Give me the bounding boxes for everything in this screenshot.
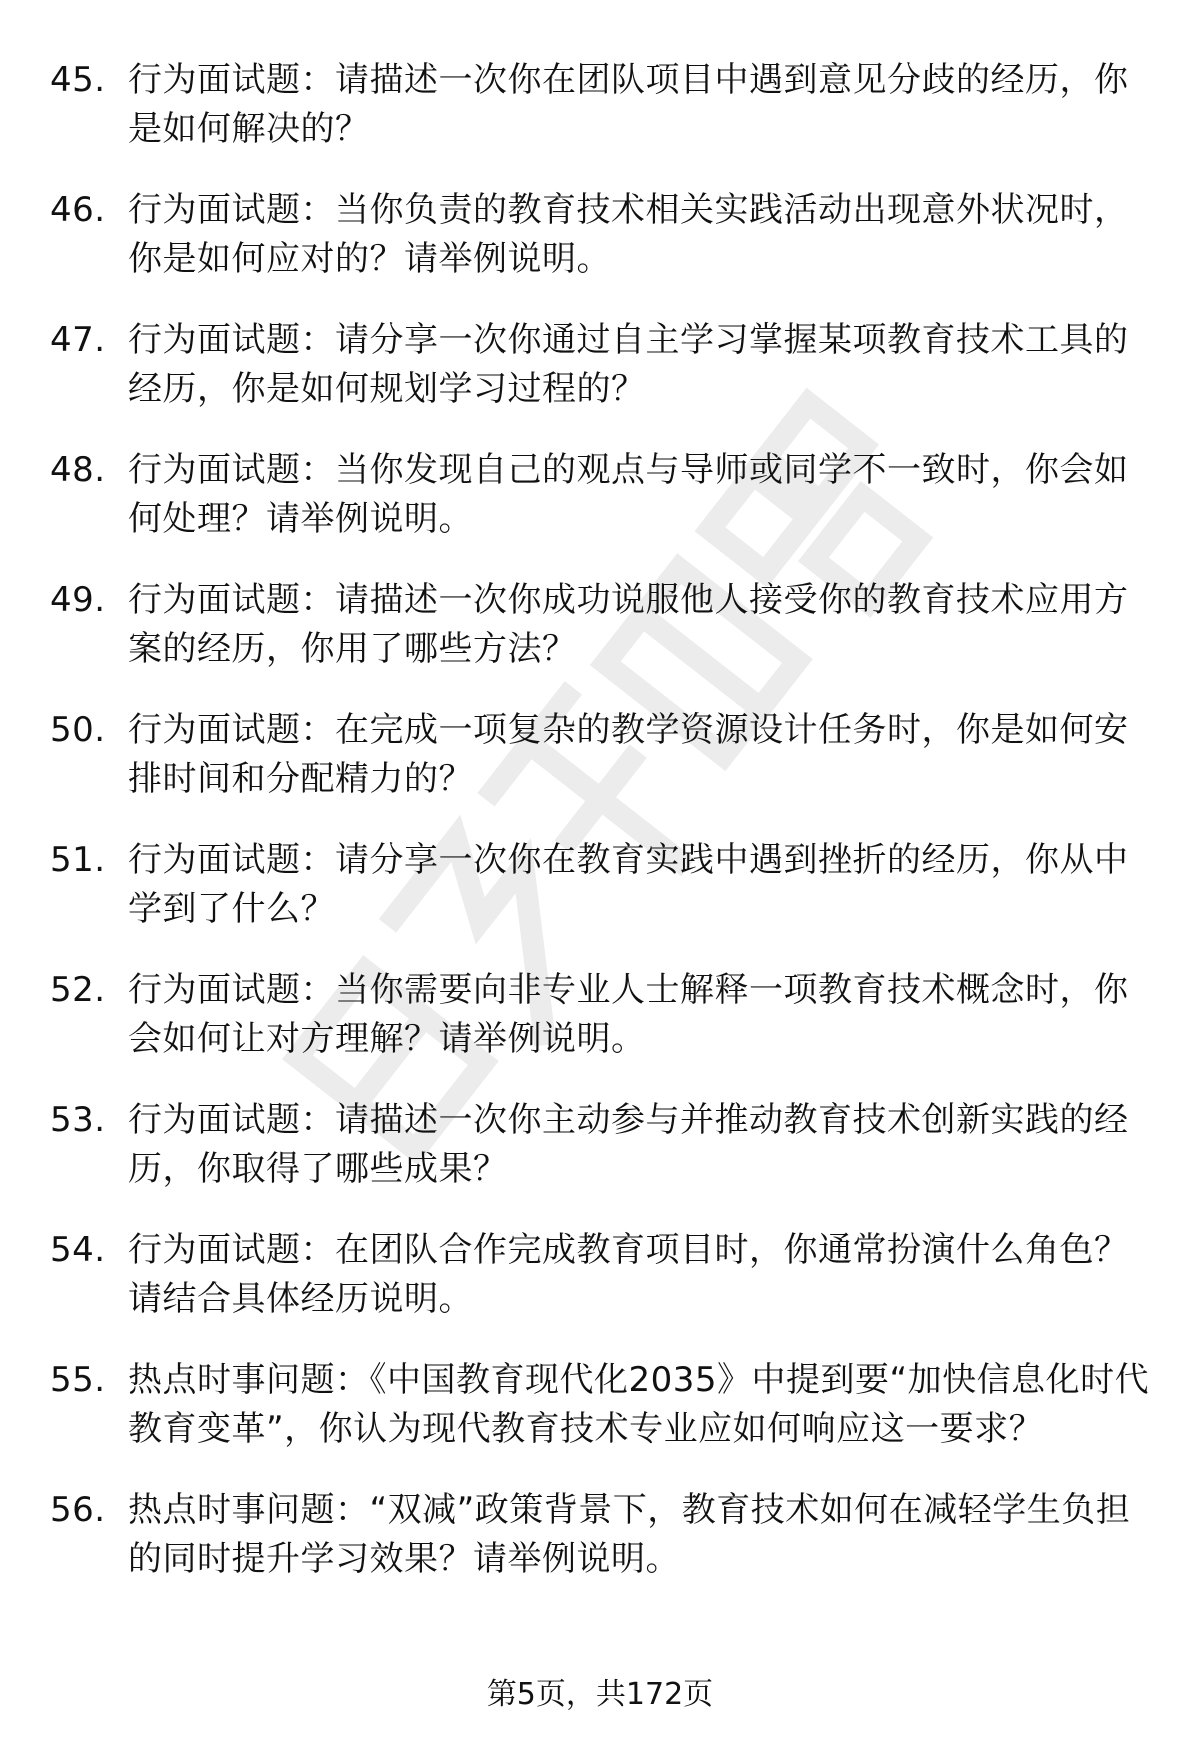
- question-text: 热点时事问题：《中国教育现代化2035》中提到要“加快信息化时代教育变革”，你认为现代教育技术专业应如何响应这一要求？: [128, 1360, 1150, 1449]
- list-item: [50, 836, 1150, 934]
- page-number-footer: 第5页，共172页: [486, 1677, 714, 1712]
- question-number: 50.: [50, 710, 106, 750]
- question-number: 47.: [50, 320, 106, 360]
- question-number: 45.: [50, 60, 106, 100]
- question-number: 55.: [50, 1360, 106, 1400]
- list-item: [50, 1486, 1150, 1584]
- list-item: [50, 706, 1150, 804]
- question-text: 行为面试题：请分享一次你通过自主学习掌握某项教育技术工具的经历，你是如何规划学习过程的？: [128, 320, 1129, 409]
- question-text: 行为面试题：当你需要向非专业人士解释一项教育技术概念时，你会如何让对方理解？请举例说明。: [128, 970, 1129, 1059]
- question-text: 行为面试题：请描述一次你在团队项目中遇到意见分歧的经历，你是如何解决的？: [128, 60, 1129, 149]
- question-number: 54.: [50, 1230, 106, 1270]
- list-item: [50, 576, 1150, 674]
- question-number: 53.: [50, 1100, 106, 1140]
- list-item: [50, 56, 1150, 154]
- list-item: [50, 966, 1150, 1064]
- list-item: [50, 1356, 1150, 1454]
- list-item: [50, 186, 1150, 284]
- question-number: 48.: [50, 450, 106, 490]
- question-text: 行为面试题：在团队合作完成教育项目时，你通常扮演什么角色？请结合具体经历说明。: [128, 1230, 1129, 1319]
- list-item: [50, 446, 1150, 544]
- question-text: 行为面试题：请分享一次你在教育实践中遇到挫折的经历，你从中学到了什么？: [128, 840, 1129, 929]
- question-list: [50, 56, 1150, 1616]
- question-text: 行为面试题：在完成一项复杂的教学资源设计任务时，你是如何安排时间和分配精力的？: [128, 710, 1129, 799]
- list-item: [50, 1096, 1150, 1194]
- list-item: [50, 316, 1150, 414]
- question-text: 行为面试题：当你发现自己的观点与导师或同学不一致时，你会如何处理？请举例说明。: [128, 450, 1129, 539]
- question-text: 热点时事问题：“双减”政策背景下，教育技术如何在减轻学生负担的同时提升学习效果？请举例说明。: [128, 1490, 1131, 1579]
- question-number: 56.: [50, 1490, 106, 1530]
- question-number: 46.: [50, 190, 106, 230]
- question-number: 52.: [50, 970, 106, 1010]
- question-text: 行为面试题：请描述一次你主动参与并推动教育技术创新实践的经历，你取得了哪些成果？: [128, 1100, 1129, 1189]
- list-item: [50, 1226, 1150, 1324]
- question-number: 49.: [50, 580, 106, 620]
- question-text: 行为面试题：请描述一次你成功说服他人接受你的教育技术应用方案的经历，你用了哪些方法？: [128, 580, 1129, 669]
- question-text: 行为面试题：当你负责的教育技术相关实践活动出现意外状况时，你是如何应对的？请举例说明。: [128, 190, 1129, 279]
- question-number: 51.: [50, 840, 106, 880]
